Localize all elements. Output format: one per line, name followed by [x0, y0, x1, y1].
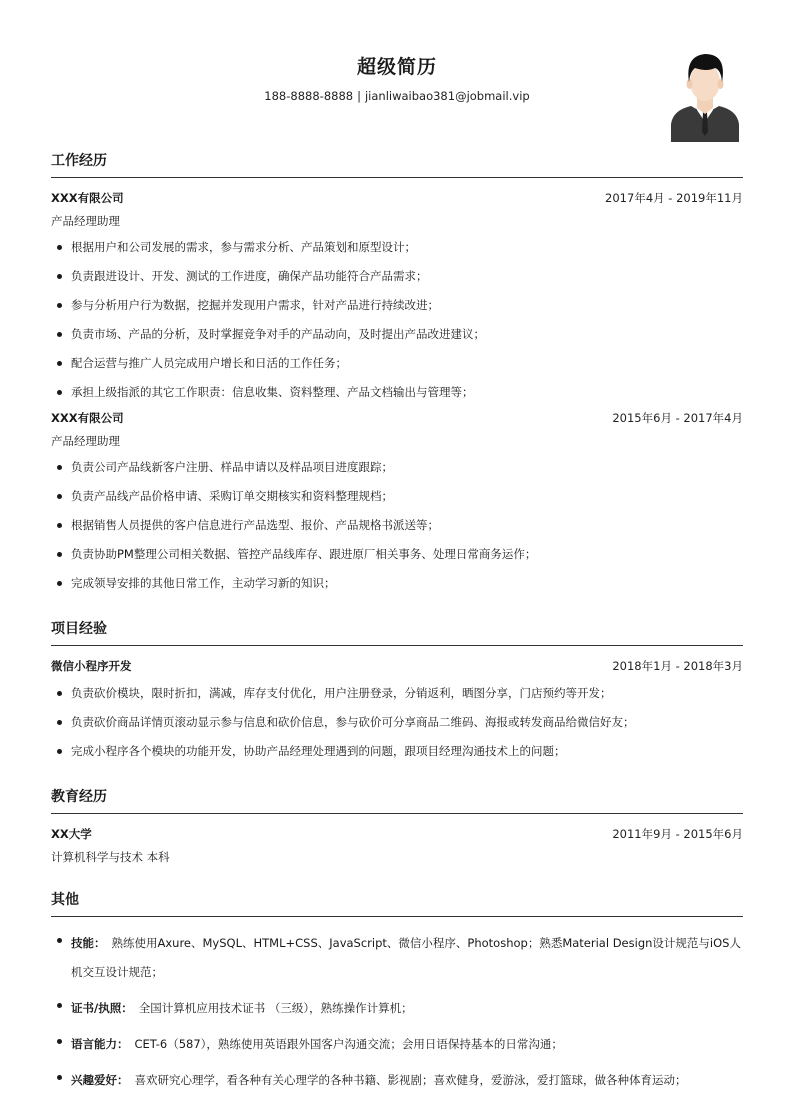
- list-item: 负责砍价商品详情页滚动显示参与信息和砍价信息，参与砍价可分享商品二维码、海报或转发商品给微信好友；: [51, 708, 743, 737]
- work-entry: [51, 187, 743, 407]
- list-item: 负责产品线产品价格申请、采购订单交期核实和资料整理规档；: [51, 482, 743, 511]
- job-title: 产品经理助理: [51, 214, 120, 228]
- phone-number: 188-8888-8888: [264, 89, 354, 103]
- other-list: [51, 926, 743, 1099]
- work-entry: [51, 407, 743, 598]
- section-title-projects: 项目经验: [51, 618, 743, 646]
- date-range: 2015年6月 - 2017年4月: [612, 411, 743, 425]
- list-item: 完成领导安排的其他日常工作，主动学习新的知识；: [51, 569, 743, 598]
- entry-header: [51, 823, 743, 845]
- company-name: XXX有限公司: [51, 191, 124, 205]
- other-section: [51, 889, 743, 1099]
- list-item: 根据销售人员提供的客户信息进行产品选型、报价、产品规格书派送等；: [51, 511, 743, 540]
- item-label: 兴趣爱好：: [71, 1073, 129, 1087]
- contact-line: [51, 89, 743, 103]
- date-range: 2017年4月 - 2019年11月: [605, 191, 743, 205]
- date-range: 2011年9月 - 2015年6月: [612, 827, 743, 841]
- item-text: 熟练使用Axure、MySQL、HTML+CSS、JavaScript、微信小程序、Photoshop；熟悉Material Design设计规范与iOS人机交互设计规范；: [71, 936, 741, 979]
- list-item: 根据用户和公司发展的需求，参与需求分析、产品策划和原型设计；: [51, 233, 743, 262]
- resume-header: [51, 0, 743, 150]
- item-text: 喜欢研究心理学，看各种有关心理学的各种书籍、影视剧；喜欢健身，爱游泳，爱打篮球，做各种体育运动；: [134, 1073, 687, 1087]
- contact-separator: |: [357, 89, 361, 103]
- resume-page: [51, 0, 743, 1099]
- list-item: 配合运营与推广人员完成用户增长和日活的工作任务；: [51, 349, 743, 378]
- avatar: [669, 48, 741, 142]
- list-item: [51, 1027, 743, 1063]
- item-text: CET-6（587），熟练使用英语跟外国客户沟通交流；会用日语保持基本的日常沟通；: [134, 1037, 563, 1051]
- list-item: 完成小程序各个模块的功能开发，协助产品经理处理遇到的问题，跟项目经理沟通技术上的问题；: [51, 737, 743, 766]
- list-item: [51, 1063, 743, 1099]
- list-item: 负责砍价模块，限时折扣，满减，库存支付优化，用户注册登录，分销返利，晒图分享，门店预约等开发；: [51, 679, 743, 708]
- job-title: 产品经理助理: [51, 434, 120, 448]
- list-item: 承担上级指派的其它工作职责：信息收集、资料整理、产品文档输出与管理等；: [51, 378, 743, 407]
- item-label: 证书/执照：: [71, 1001, 133, 1015]
- date-range: 2018年1月 - 2018年3月: [612, 659, 743, 673]
- work-section: [51, 150, 743, 598]
- item-label: 技能：: [71, 936, 106, 950]
- section-title-other: 其他: [51, 889, 743, 917]
- list-item: 负责跟进设计、开发、测试的工作进度，确保产品功能符合产品需求；: [51, 262, 743, 291]
- list-item: [51, 926, 743, 991]
- entry-header: [51, 407, 743, 429]
- page-title: 超级简历: [356, 56, 437, 78]
- project-entry: [51, 655, 743, 766]
- duty-list: [51, 453, 743, 598]
- list-item: 负责协助PM整理公司相关数据、管控产品线库存、跟进原厂相关事务、处理日常商务运作；: [51, 540, 743, 569]
- section-title-education: 教育经历: [51, 786, 743, 814]
- entry-header: [51, 187, 743, 209]
- entry-header: [51, 655, 743, 677]
- company-name: XXX有限公司: [51, 411, 124, 425]
- education-entry: [51, 823, 743, 869]
- degree-major: 计算机科学与技术 本科: [51, 850, 170, 864]
- section-title-work: 工作经历: [51, 150, 743, 178]
- duty-list: [51, 233, 743, 407]
- email-address: jianliwaibao381@jobmail.vip: [364, 89, 530, 103]
- school-name: XX大学: [51, 827, 92, 841]
- projects-section: [51, 618, 743, 766]
- item-text: 全国计算机应用技术证书 （三级），熟练操作计算机；: [138, 1001, 413, 1015]
- list-item: 负责公司产品线新客户注册、样品申请以及样品项目进度跟踪；: [51, 453, 743, 482]
- duty-list: [51, 679, 743, 766]
- list-item: 参与分析用户行为数据，挖掘并发现用户需求，针对产品进行持续改进；: [51, 291, 743, 320]
- list-item: [51, 991, 743, 1027]
- project-name: 微信小程序开发: [51, 659, 132, 673]
- education-section: [51, 786, 743, 869]
- list-item: 负责市场、产品的分析，及时掌握竞争对手的产品动向，及时提出产品改进建议；: [51, 320, 743, 349]
- item-label: 语言能力：: [71, 1037, 129, 1051]
